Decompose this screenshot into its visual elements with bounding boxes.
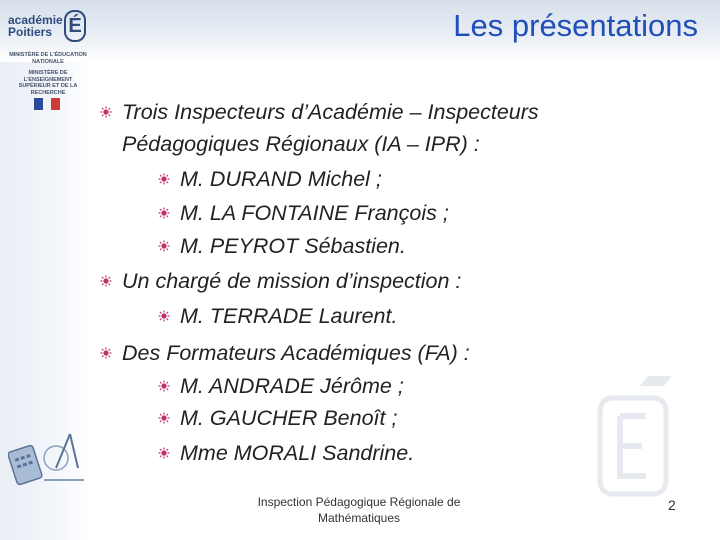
item-text: Trois Inspecteurs d’Académie – Inspecteurs <box>122 100 539 124</box>
sun-bullet-icon <box>158 447 170 459</box>
sun-bullet-icon <box>158 380 170 392</box>
sun-bullet-icon <box>100 275 112 287</box>
page-number: 2 <box>668 497 676 513</box>
academie-watermark-icon <box>580 372 700 512</box>
list-item <box>180 234 406 258</box>
sun-bullet-icon <box>158 207 170 219</box>
sun-bullet-icon <box>100 106 112 118</box>
item-text: Un chargé de mission d’inspection : <box>122 269 462 293</box>
sun-bullet-icon <box>158 173 170 185</box>
item-text: M. GAUCHER Benoît ; <box>180 406 398 430</box>
item-text: M. PEYROT Sébastien. <box>180 234 406 258</box>
item-text: M. LA FONTAINE François ; <box>180 201 449 225</box>
item-text: Mme MORALI Sandrine. <box>180 441 415 465</box>
footer-line-2: Mathématiques <box>317 511 401 525</box>
ministry-higher-education-label: MINISTÈRE DE L'ENSEIGNEMENT SUPÉRIEUR ET DE LA RECHERCHE <box>18 70 78 96</box>
list-item <box>122 341 470 365</box>
sun-bullet-icon <box>158 240 170 252</box>
list-item <box>180 374 404 398</box>
list-item <box>122 100 539 124</box>
list-item <box>122 269 461 293</box>
item-text: M. ANDRADE Jérôme ; <box>180 374 404 398</box>
page-title: Les présentations <box>453 8 698 43</box>
sun-bullet-icon <box>158 412 170 424</box>
footer-line-1: Inspection Pédagogique Régionale de <box>257 495 461 509</box>
sun-bullet-icon <box>158 310 170 322</box>
e-logo-icon: É <box>64 10 86 42</box>
item-text: M. DURAND Michel ; <box>180 167 382 191</box>
republic-flag-icon <box>34 98 60 110</box>
ministry-education-label: MINISTÈRE DE L'ÉDUCATION NATIONALE <box>9 52 87 65</box>
logo-line-2: Poitiers <box>8 25 53 39</box>
item-text: M. TERRADE Laurent. <box>180 304 398 328</box>
item-text: Des Formateurs Académiques (FA) : <box>122 341 470 365</box>
sun-bullet-icon <box>100 347 112 359</box>
academie-logo <box>6 6 86 46</box>
list-item <box>180 167 382 191</box>
logo-line-1: académie <box>8 13 63 27</box>
math-tools-illustration-icon <box>8 428 88 488</box>
footer-text <box>244 494 474 526</box>
list-item <box>122 132 480 156</box>
list-item <box>180 201 449 225</box>
item-text: Pédagogiques Régionaux (IA – IPR) : <box>122 132 480 156</box>
list-item <box>180 441 414 465</box>
list-item <box>180 304 397 328</box>
list-item <box>180 406 397 430</box>
